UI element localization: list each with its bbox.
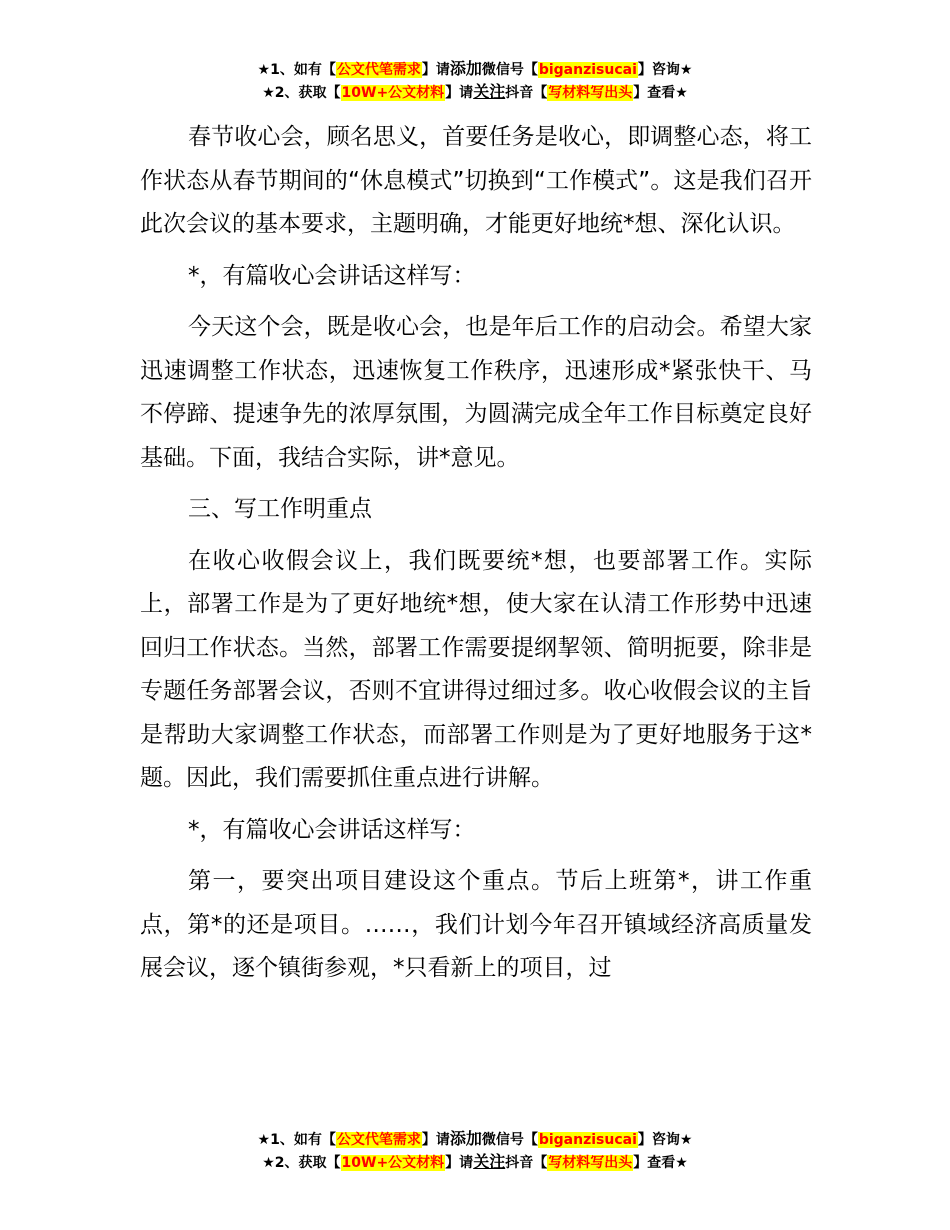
highlight-wechat-id: biganzisucai xyxy=(538,62,637,78)
banner-text: 1、如有【 xyxy=(270,1132,336,1148)
star-icon: ★ xyxy=(257,62,271,78)
highlight-wechat-id: biganzisucai xyxy=(538,1132,637,1148)
paragraph: *，有篇收心会讲话这样写： xyxy=(188,262,476,289)
banner-line-1 xyxy=(0,58,950,81)
star-icon: ★ xyxy=(262,1155,275,1171)
banner-line-1 xyxy=(0,1128,950,1151)
paragraph: *，有篇收心会讲话这样写： xyxy=(188,816,476,843)
star-icon: ★ xyxy=(262,85,275,101)
banner-text: 】请 xyxy=(445,85,474,101)
banner-text: 1、如有【 xyxy=(270,62,336,78)
document-body xyxy=(140,116,812,999)
star-icon: ★ xyxy=(257,1132,271,1148)
star-icon: ★ xyxy=(679,1132,693,1148)
banner-text: 】请 xyxy=(421,1132,450,1148)
star-icon: ★ xyxy=(679,62,693,78)
highlight-service: 公文代笔需求 xyxy=(336,62,421,78)
section-heading: 三、写工作明重点 xyxy=(188,496,372,522)
banner-emphasis: 添加 xyxy=(449,1129,482,1148)
highlight-service: 公文代笔需求 xyxy=(336,1132,421,1148)
highlight-materials: 10W+公文材料 xyxy=(341,85,445,101)
banner-text: 】查看 xyxy=(633,1155,676,1171)
footer-banner xyxy=(0,1128,950,1174)
banner-text: 微信号【 xyxy=(481,62,538,78)
star-icon: ★ xyxy=(675,1155,688,1171)
highlight-materials: 10W+公文材料 xyxy=(341,1155,445,1171)
paragraph: 春节收心会，顾名思义，首要任务是收心，即调整心态，将工作状态从春节期间的“休息模式”切换到“工作模式”。这是我们召开此次会议的基本要求，主题明确，才能更好地统*想、深化认识。 xyxy=(140,124,812,237)
banner-emphasis: 关注 xyxy=(473,82,506,101)
banner-text: 微信号【 xyxy=(481,1132,538,1148)
paragraph: 今天这个会，既是收心会，也是年后工作的启动会。希望大家迅速调整工作状态，迅速恢复工作秩序，迅速形成*紧张快干、马不停蹄、提速争先的浓厚氛围，为圆满完成全年工作目标奠定良好基础。下面，我结合实际，讲*意见。 xyxy=(140,314,812,471)
banner-text: 2、获取【 xyxy=(274,85,341,101)
banner-text: 】咨询 xyxy=(637,1132,680,1148)
banner-emphasis: 添加 xyxy=(449,59,482,78)
paragraph: 在收心收假会议上，我们既要统*想，也要部署工作。实际上，部署工作是为了更好地统*想，使大家在认清工作形势中迅速回归工作状态。当然，部署工作需要提纲挈领、简明扼要，除非是专题任务部署会议，否则不宜讲得过细过多。收心收假会议的主旨是帮助大家调整工作状态，而部署工作则是为了更好地服务于这*题。因此，我们需要抓住重点进行讲解。 xyxy=(140,547,812,791)
star-icon: ★ xyxy=(675,85,688,101)
banner-line-2 xyxy=(0,81,950,104)
header-banner xyxy=(0,58,950,104)
banner-text: 】请 xyxy=(445,1155,474,1171)
paragraph: 第一，要突出项目建设这个重点。节后上班第*，讲工作重点，第*的还是项目。……，我们计划今年召开镇域经济高质量发展会议，逐个镇街参观，*只看新上的项目，过 xyxy=(140,868,812,981)
banner-text: 】咨询 xyxy=(637,62,680,78)
banner-line-2 xyxy=(0,1151,950,1174)
banner-text: 2、获取【 xyxy=(274,1155,341,1171)
banner-text: 】请 xyxy=(421,62,450,78)
banner-text: 抖音【 xyxy=(505,85,548,101)
banner-text: 抖音【 xyxy=(505,1155,548,1171)
banner-emphasis: 关注 xyxy=(473,1152,506,1171)
highlight-douyin-account: 写材料写出头 xyxy=(548,1155,633,1171)
banner-text: 】查看 xyxy=(633,85,676,101)
highlight-douyin-account: 写材料写出头 xyxy=(548,85,633,101)
